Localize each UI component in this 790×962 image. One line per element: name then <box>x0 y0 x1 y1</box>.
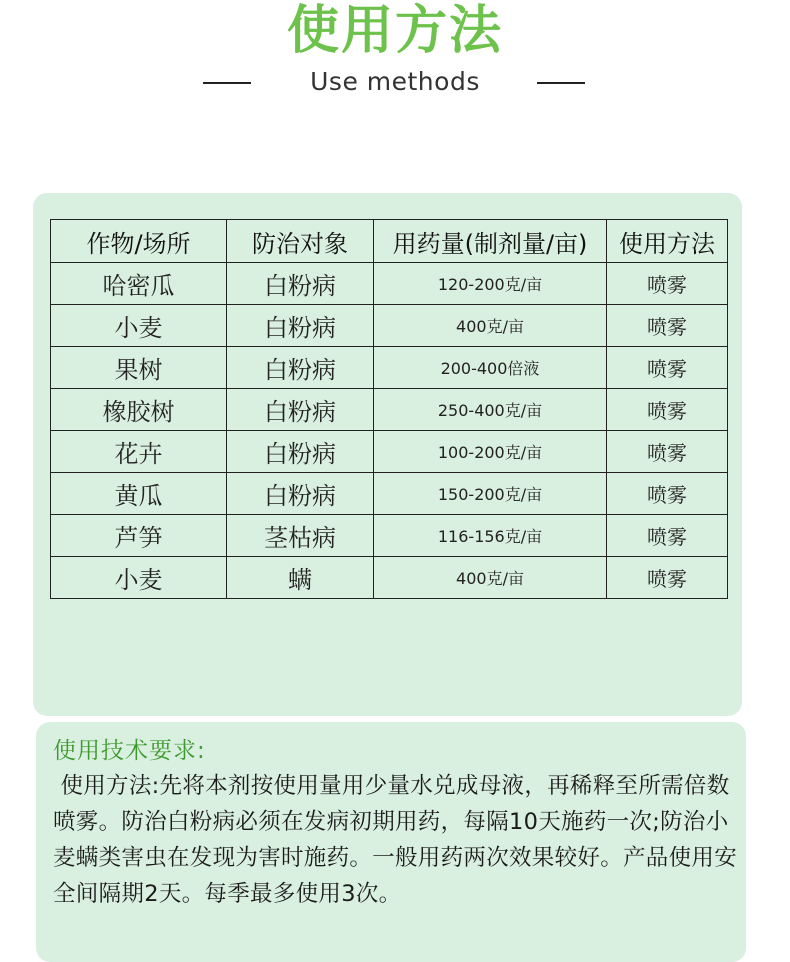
target-cell: 茎枯病 <box>227 515 374 557</box>
target-cell: 白粉病 <box>227 305 374 347</box>
dosage-table <box>50 219 728 599</box>
crop-cell: 哈密瓜 <box>51 263 227 305</box>
dose-cell: 100-200克/亩 <box>374 431 607 473</box>
crop-cell: 芦笋 <box>51 515 227 557</box>
requirements-title: 使用技术要求: <box>53 738 206 764</box>
table-header-row <box>51 220 728 263</box>
column-header-method: 使用方法 <box>607 220 728 263</box>
target-cell: 白粉病 <box>227 473 374 515</box>
table-row <box>51 263 728 305</box>
crop-cell: 果树 <box>51 347 227 389</box>
method-cell: 喷雾 <box>607 473 728 515</box>
table-row <box>51 389 728 431</box>
right-divider <box>537 82 585 84</box>
crop-cell: 花卉 <box>51 431 227 473</box>
dose-cell: 200-400倍液 <box>374 347 607 389</box>
method-cell: 喷雾 <box>607 347 728 389</box>
dose-cell: 400克/亩 <box>374 557 607 599</box>
target-cell: 螨 <box>227 557 374 599</box>
page-subtitle: Use methods <box>310 67 480 96</box>
crop-cell: 小麦 <box>51 557 227 599</box>
table-row <box>51 515 728 557</box>
dose-cell: 400克/亩 <box>374 305 607 347</box>
column-header-crop: 作物/场所 <box>51 220 227 263</box>
method-cell: 喷雾 <box>607 515 728 557</box>
column-header-dose: 用药量(制剂量/亩) <box>374 220 607 263</box>
table-row <box>51 557 728 599</box>
subtitle-row <box>0 64 790 100</box>
method-cell: 喷雾 <box>607 557 728 599</box>
table-row <box>51 347 728 389</box>
target-cell: 白粉病 <box>227 347 374 389</box>
page-title: 使用方法 <box>286 1 503 61</box>
crop-cell: 黄瓜 <box>51 473 227 515</box>
table-row <box>51 305 728 347</box>
requirements-text: 使用方法:先将本剂按使用量用少量水兑成母液，再稀释至所需倍数喷雾。防治白粉病必须在发病初期用药，每隔10天施药一次;防治小麦螨类害虫在发现为害时施药。一般用药两次效果较好。产品使用安全间隔期2天。每季最多使用3次。 <box>53 773 738 907</box>
table-row <box>51 473 728 515</box>
dose-cell: 120-200克/亩 <box>374 263 607 305</box>
dose-cell: 116-156克/亩 <box>374 515 607 557</box>
dose-cell: 150-200克/亩 <box>374 473 607 515</box>
crop-cell: 橡胶树 <box>51 389 227 431</box>
target-cell: 白粉病 <box>227 263 374 305</box>
target-cell: 白粉病 <box>227 389 374 431</box>
method-cell: 喷雾 <box>607 431 728 473</box>
dose-cell: 250-400克/亩 <box>374 389 607 431</box>
method-cell: 喷雾 <box>607 305 728 347</box>
method-cell: 喷雾 <box>607 389 728 431</box>
column-header-target: 防治对象 <box>227 220 374 263</box>
target-cell: 白粉病 <box>227 431 374 473</box>
method-cell: 喷雾 <box>607 263 728 305</box>
table-row <box>51 431 728 473</box>
crop-cell: 小麦 <box>51 305 227 347</box>
